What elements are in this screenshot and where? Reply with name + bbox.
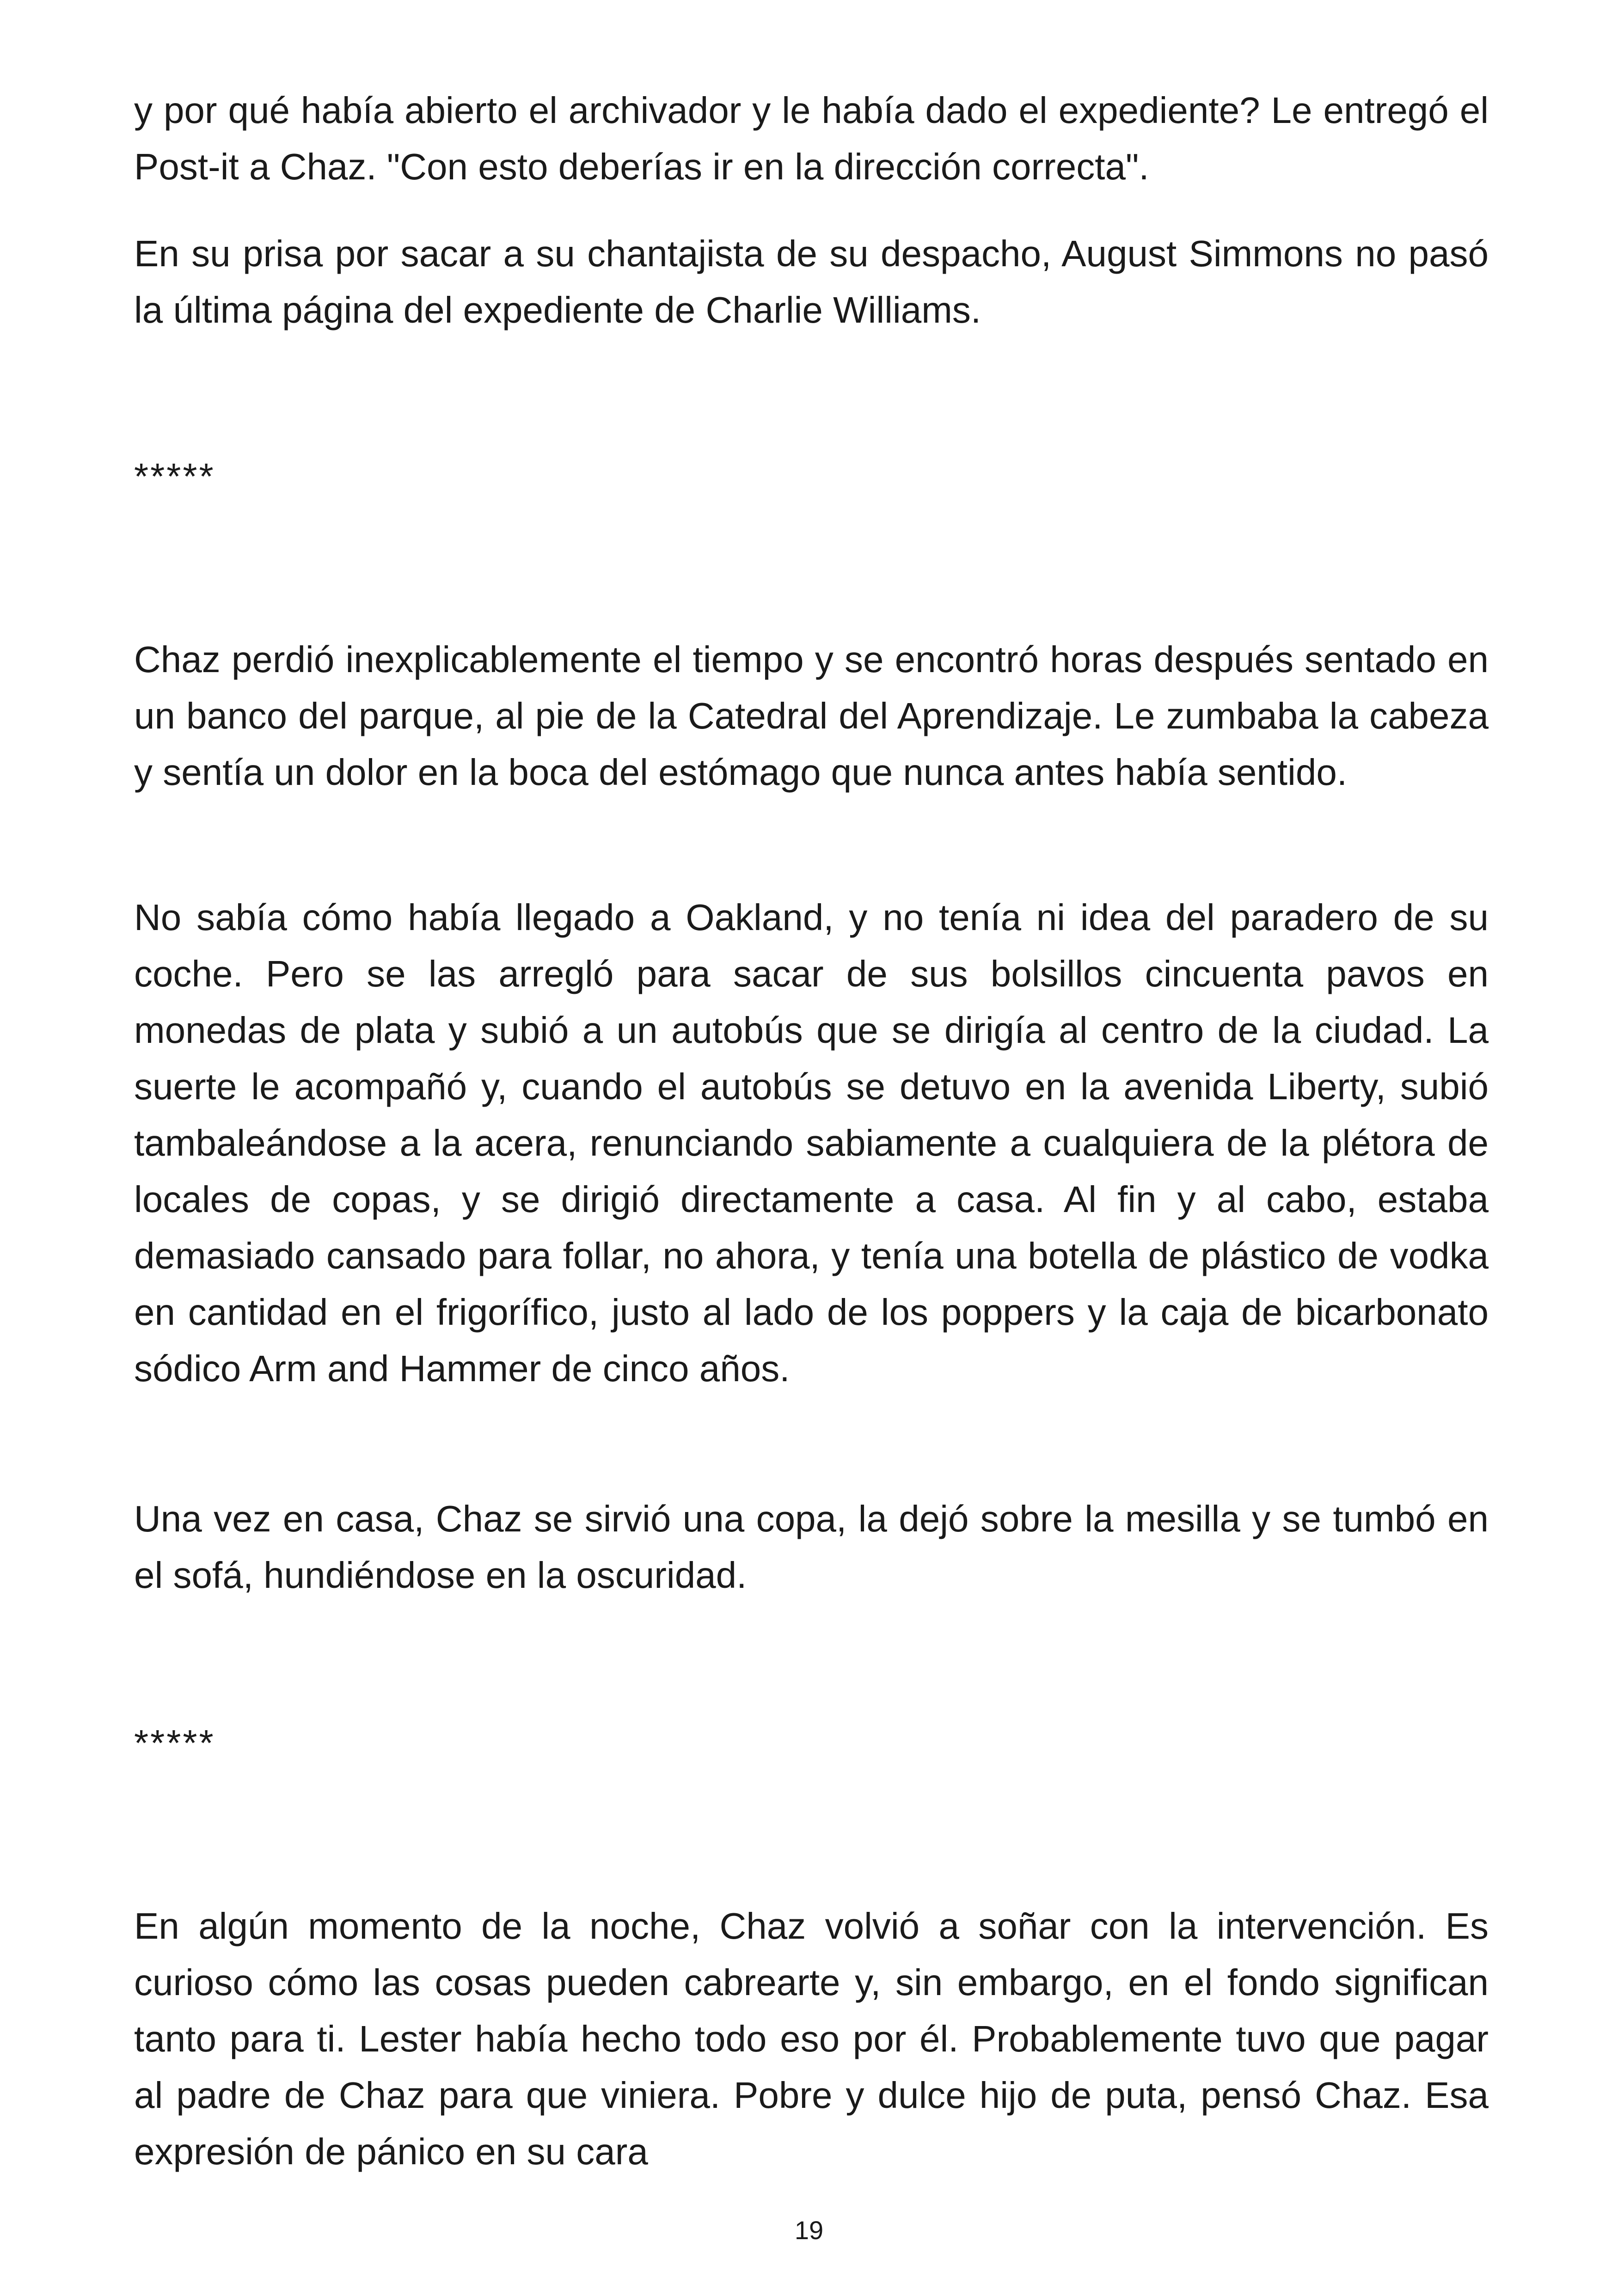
paragraph — [134, 1898, 1489, 2180]
scene-separator: ***** — [134, 456, 215, 497]
paragraph — [134, 631, 1489, 801]
paragraph-text: No sabía cómo había llegado a Oakland, y no tenía ni idea del paradero de su coche. Pero se las arregló para sacar de sus bolsillos cincuenta pavos en monedas de plata y subió a un autobús que se dirigía al centro de la ciudad. La suerte le acompañó y, cuando el autobús se detuvo en la avenida Liberty, subió tambaleándose a la acera, renunciando sabiamente a cualquiera de la plétora de locales de copas, y se dirigió directamente a casa. Al fin y al cabo, estaba demasiado cansado para follar, no ahora, y tenía una botella de plástico de vodka en cantidad en el frigorífico, justo al lado de los poppers y la caja de bicarbonato sódico Arm and Hammer de cinco años. — [134, 897, 1489, 1389]
paragraph — [134, 889, 1489, 1397]
paragraph-text: En su prisa por sacar a su chantajista de su despacho, August Simmons no pasó la última página del expediente de Charlie Williams. — [134, 233, 1489, 331]
paragraph-text: Chaz perdió inexplicablemente el tiempo y se encontró horas después sentado en un banco del parque, al pie de la Catedral del Aprendizaje. Le zumbaba la cabeza y sentía un dolor en la boca del estómago que nunca antes había sentido. — [134, 639, 1489, 793]
paragraph-text: En algún momento de la noche, Chaz volvió a soñar con la intervención. Es curioso cómo las cosas pueden cabrearte y, sin embargo, en el fondo significan tanto para ti. Lester había hecho todo eso por él. Probablemente tuvo que pagar al padre de Chaz para que viniera. Pobre y dulce hijo de puta, pensó Chaz. Esa expresión de pánico en su cara — [134, 1905, 1489, 2172]
paragraph — [134, 82, 1489, 195]
paragraph-text: Una vez en casa, Chaz se sirvió una copa, la dejó sobre la mesilla y se tumbó en el sofá, hundiéndose en la oscuridad. — [134, 1498, 1489, 1596]
scene-separator: ***** — [134, 1722, 215, 1763]
paragraph-text: y por qué había abierto el archivador y le había dado el expediente? Le entregó el Post-it a Chaz. "Con esto deberías ir en la dirección correcta". — [134, 90, 1489, 187]
paragraph — [134, 226, 1489, 338]
paragraph — [134, 1491, 1489, 1604]
page-number: 19 — [794, 2216, 824, 2245]
